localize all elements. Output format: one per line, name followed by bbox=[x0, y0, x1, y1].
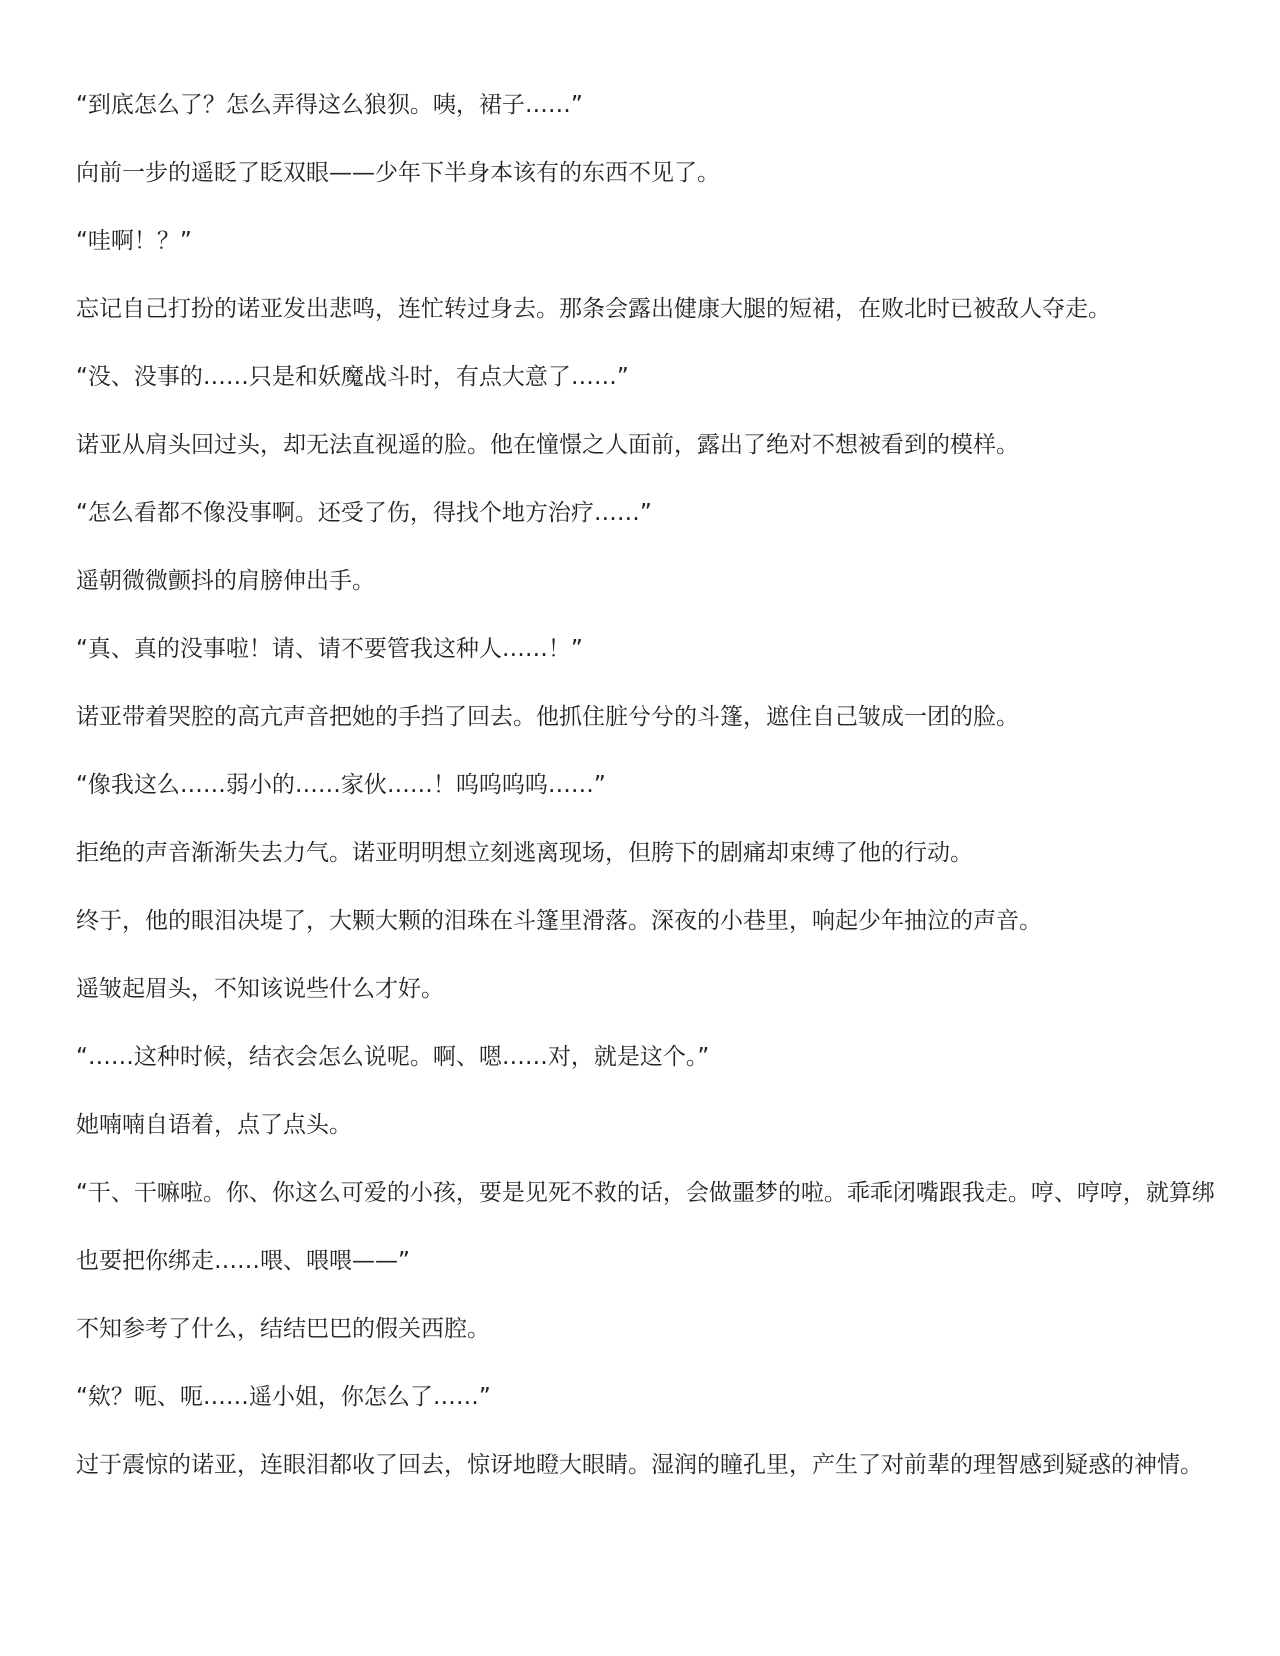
paragraph: 忘记自己打扮的诺亚发出悲鸣，连忙转过身去。那条会露出健康大腿的短裙，在败北时已被敌人夺走。 bbox=[76, 296, 1111, 322]
paragraph: “到底怎么了？怎么弄得这么狼狈。咦，裙子……” bbox=[76, 92, 583, 118]
paragraph: 过于震惊的诺亚，连眼泪都收了回去，惊讶地瞪大眼睛。湿润的瞳孔里，产生了对前辈的理智感到疑惑的神情。 bbox=[76, 1452, 1203, 1478]
paragraph: “干、干嘛啦。你、你这么可爱的小孩，要是见死不救的话，会做噩梦的啦。乖乖闭嘴跟我走。哼、哼哼，就算绑也要把你绑走……喂、喂喂——” bbox=[76, 1180, 1215, 1274]
paragraph: 她喃喃自语着，点了点头。 bbox=[76, 1112, 352, 1138]
paragraph: 向前一步的遥眨了眨双眼——少年下半身本该有的东西不见了。 bbox=[76, 160, 720, 186]
paragraph: 诺亚从肩头回过头，却无法直视遥的脸。他在憧憬之人面前，露出了绝对不想被看到的模样。 bbox=[76, 432, 1019, 458]
paragraph: 终于，他的眼泪决堤了，大颗大颗的泪珠在斗篷里滑落。深夜的小巷里，响起少年抽泣的声音。 bbox=[76, 908, 1042, 934]
paragraph: “哇啊！？” bbox=[76, 228, 192, 254]
paragraph: 不知参考了什么，结结巴巴的假关西腔。 bbox=[76, 1316, 490, 1342]
paragraph: “……这种时候，结衣会怎么说呢。啊、嗯……对，就是这个。” bbox=[76, 1044, 710, 1070]
paragraph: 遥皱起眉头，不知该说些什么才好。 bbox=[76, 976, 444, 1002]
paragraph: 诺亚带着哭腔的高亢声音把她的手挡了回去。他抓住脏兮兮的斗篷，遮住自己皱成一团的脸。 bbox=[76, 704, 1019, 730]
paragraph: “真、真的没事啦！请、请不要管我这种人……！” bbox=[76, 636, 583, 662]
paragraph: “像我这么……弱小的……家伙……！呜呜呜呜……” bbox=[76, 772, 606, 798]
paragraph: 拒绝的声音渐渐失去力气。诺亚明明想立刻逃离现场，但胯下的剧痛却束缚了他的行动。 bbox=[76, 840, 973, 866]
paragraph: “没、没事的……只是和妖魔战斗时，有点大意了……” bbox=[76, 364, 629, 390]
paragraph: “欸？呃、呃……遥小姐，你怎么了……” bbox=[76, 1384, 491, 1410]
paragraph: 遥朝微微颤抖的肩膀伸出手。 bbox=[76, 568, 375, 594]
paragraph: “怎么看都不像没事啊。还受了伤，得找个地方治疗……” bbox=[76, 500, 652, 526]
